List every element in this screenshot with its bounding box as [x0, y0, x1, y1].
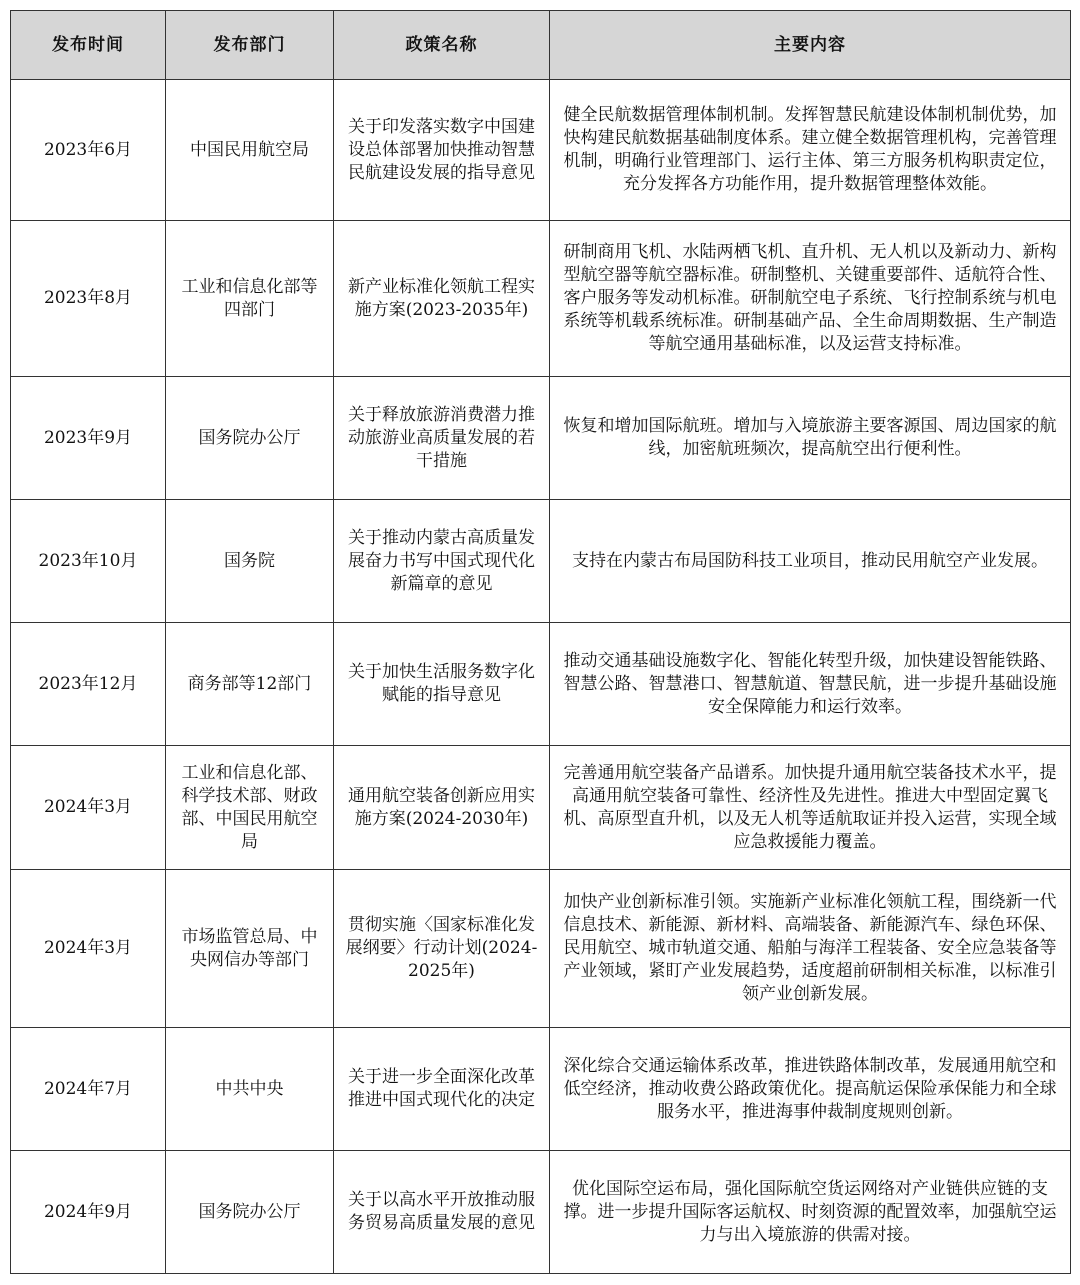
- cell-date: 2023年9月: [11, 377, 166, 500]
- cell-policy: 贯彻实施〈国家标准化发展纲要〉行动计划(2024-2025年): [334, 870, 550, 1028]
- table-row: [11, 1028, 1071, 1151]
- cell-date: 2023年6月: [11, 80, 166, 221]
- cell-date: 2023年12月: [11, 623, 166, 746]
- cell-date: 2024年7月: [11, 1028, 166, 1151]
- cell-date: 2023年10月: [11, 500, 166, 623]
- table-row: [11, 221, 1071, 377]
- table-row: [11, 80, 1071, 221]
- cell-policy: 关于释放旅游消费潜力推动旅游业高质量发展的若干措施: [334, 377, 550, 500]
- cell-content: 深化综合交通运输体系改革，推进铁路体制改革，发展通用航空和低空经济，推动收费公路政策优化。提高航运保险承保能力和全球服务水平，推进海事仲裁制度规则创新。: [550, 1028, 1071, 1151]
- table-row: [11, 1151, 1071, 1274]
- policy-table: [10, 10, 1071, 1274]
- table-row: [11, 623, 1071, 746]
- cell-department: 国务院办公厅: [166, 377, 334, 500]
- header-main-content: 主要内容: [550, 11, 1071, 80]
- table-header: [11, 11, 1071, 80]
- cell-policy: 关于印发落实数字中国建设总体部署加快推动智慧民航建设发展的指导意见: [334, 80, 550, 221]
- cell-policy: 关于以高水平开放推动服务贸易高质量发展的意见: [334, 1151, 550, 1274]
- cell-department: 中共中央: [166, 1028, 334, 1151]
- cell-content: 优化国际空运布局，强化国际航空货运网络对产业链供应链的支撑。进一步提升国际客运航权、时刻资源的配置效率，加强航空运力与出入境旅游的供需对接。: [550, 1151, 1071, 1274]
- header-department: 发布部门: [166, 11, 334, 80]
- cell-content: 加快产业创新标准引领。实施新产业标准化领航工程，围绕新一代信息技术、新能源、新材料、高端装备、新能源汽车、绿色环保、民用航空、城市轨道交通、船舶与海洋工程装备、安全应急装备等产业领域，紧盯产业发展趋势，适度超前研制相关标准，以标准引领产业创新发展。: [550, 870, 1071, 1028]
- cell-date: 2024年9月: [11, 1151, 166, 1274]
- cell-policy: 关于加快生活服务数字化赋能的指导意见: [334, 623, 550, 746]
- cell-department: 市场监管总局、中央网信办等部门: [166, 870, 334, 1028]
- cell-department: 中国民用航空局: [166, 80, 334, 221]
- cell-content: 研制商用飞机、水陆两栖飞机、直升机、无人机以及新动力、新构型航空器等航空器标准。研制整机、关键重要部件、适航符合性、客户服务等发动机标准。研制航空电子系统、飞行控制系统与机电系统等机载系统标准。研制基础产品、全生命周期数据、生产制造等航空通用基础标准，以及运营支持标准。: [550, 221, 1071, 377]
- cell-policy: 关于进一步全面深化改革推进中国式现代化的决定: [334, 1028, 550, 1151]
- cell-content: 推动交通基础设施数字化、智能化转型升级，加快建设智能铁路、智慧公路、智慧港口、智慧航道、智慧民航，进一步提升基础设施安全保障能力和运行效率。: [550, 623, 1071, 746]
- policy-table-container: [10, 10, 1070, 1274]
- cell-content: 健全民航数据管理体制机制。发挥智慧民航建设体制机制优势，加快构建民航数据基础制度体系。建立健全数据管理机构，完善管理机制，明确行业管理部门、运行主体、第三方服务机构职责定位，充分发挥各方功能作用，提升数据管理整体效能。: [550, 80, 1071, 221]
- cell-department: 商务部等12部门: [166, 623, 334, 746]
- cell-date: 2023年8月: [11, 221, 166, 377]
- cell-policy: 通用航空装备创新应用实施方案(2024-2030年): [334, 746, 550, 870]
- cell-department: 国务院办公厅: [166, 1151, 334, 1274]
- table-row: [11, 746, 1071, 870]
- cell-policy: 新产业标准化领航工程实施方案(2023-2035年): [334, 221, 550, 377]
- header-release-date: 发布时间: [11, 11, 166, 80]
- cell-date: 2024年3月: [11, 746, 166, 870]
- table-body: [11, 80, 1071, 1274]
- cell-policy: 关于推动内蒙古高质量发展奋力书写中国式现代化新篇章的意见: [334, 500, 550, 623]
- table-row: [11, 377, 1071, 500]
- cell-date: 2024年3月: [11, 870, 166, 1028]
- table-row: [11, 500, 1071, 623]
- header-row: [11, 11, 1071, 80]
- cell-department: 国务院: [166, 500, 334, 623]
- cell-content: 恢复和增加国际航班。增加与入境旅游主要客源国、周边国家的航线，加密航班频次，提高航空出行便利性。: [550, 377, 1071, 500]
- cell-content: 完善通用航空装备产品谱系。加快提升通用航空装备技术水平，提高通用航空装备可靠性、经济性及先进性。推进大中型固定翼飞机、高原型直升机，以及无人机等适航取证并投入运营，实现全域应急救援能力覆盖。: [550, 746, 1071, 870]
- cell-content: 支持在内蒙古布局国防科技工业项目，推动民用航空产业发展。: [550, 500, 1071, 623]
- header-policy-name: 政策名称: [334, 11, 550, 80]
- cell-department: 工业和信息化部、科学技术部、财政部、中国民用航空局: [166, 746, 334, 870]
- cell-department: 工业和信息化部等四部门: [166, 221, 334, 377]
- table-row: [11, 870, 1071, 1028]
